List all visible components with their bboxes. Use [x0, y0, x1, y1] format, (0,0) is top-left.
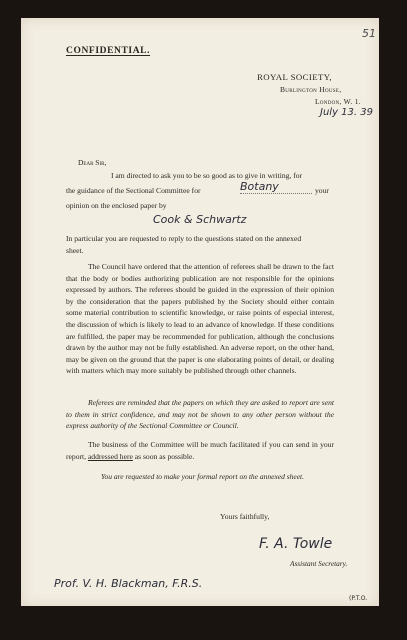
salutation: Dear Sir, [78, 158, 107, 167]
address-line-2: Burlington House, [280, 85, 342, 94]
request-line-1: I am directed to ask you to be so good as to give in writing, for [111, 171, 303, 180]
business-paragraph [66, 439, 334, 462]
signatory-title: Assistant Secretary. [290, 559, 348, 568]
signature: F. A. Towle [259, 536, 333, 552]
request-line-2-suffix: your [315, 186, 329, 195]
closing: Yours faithfully, [220, 512, 270, 521]
address-line-1: ROYAL SOCIETY, [257, 72, 333, 82]
council-paragraph: The Council have ordered that the attention of referees shall be drawn to the fact that the body or bodies authorizing publication are not responsible for the opinions expressed by authors. The referees should be guided in the expression of their opinion by the consideration that the papers published by the Society should either contain some material contribution to scientific knowledge, or raise points of especial interest, the discussion of which is likely to lead to an advance of knowledge. If these conditions are fulfilled, the paper may be recommended for publication, although the conclusions drawn by the author may not be fully established. An adverse report, on the other hand, may be given on the ground that the paper is one elaborating points of detail, or dealing with matters which may more suitably be published through other channels. [66, 262, 334, 376]
handwritten-authors: Cook & Schwartz [153, 213, 247, 226]
handwritten-recipient: Prof. V. H. Blackman, F.R.S. [54, 577, 203, 590]
business-text-after: as soon as possible. [134, 451, 195, 461]
letter-page [21, 18, 379, 606]
business-text-before: The business of the Committee will be much facilitated if you can send in your report, [66, 440, 334, 461]
page-number: 51 [362, 27, 376, 40]
address-line-3: London, W. 1. [315, 97, 361, 106]
formal-report-note: You are requested to make your formal report on the annexed sheet. [101, 472, 305, 481]
handwritten-subject: Botany [240, 180, 312, 194]
pto-note: (P.T.O. [349, 595, 368, 602]
business-underlined: addressed here [87, 451, 133, 461]
particular-line-1: In particular you are requested to reply to the questions stated on the annexed [66, 234, 302, 243]
particular-line-2: sheet. [66, 246, 84, 255]
request-line-2: the guidance of the Sectional Committee for [66, 186, 201, 195]
confidential-heading: CONFIDENTIAL. [66, 46, 151, 56]
referees-reminder: Referees are reminded that the papers on which they are asked to report are sent to them in strict confidence, and may not be shown to any other person without the express authority of the Sectional Committee or Council. [66, 398, 334, 431]
handwritten-date: July 13. 39 [320, 107, 373, 118]
request-line-3: opinion on the enclosed paper by [66, 201, 167, 210]
